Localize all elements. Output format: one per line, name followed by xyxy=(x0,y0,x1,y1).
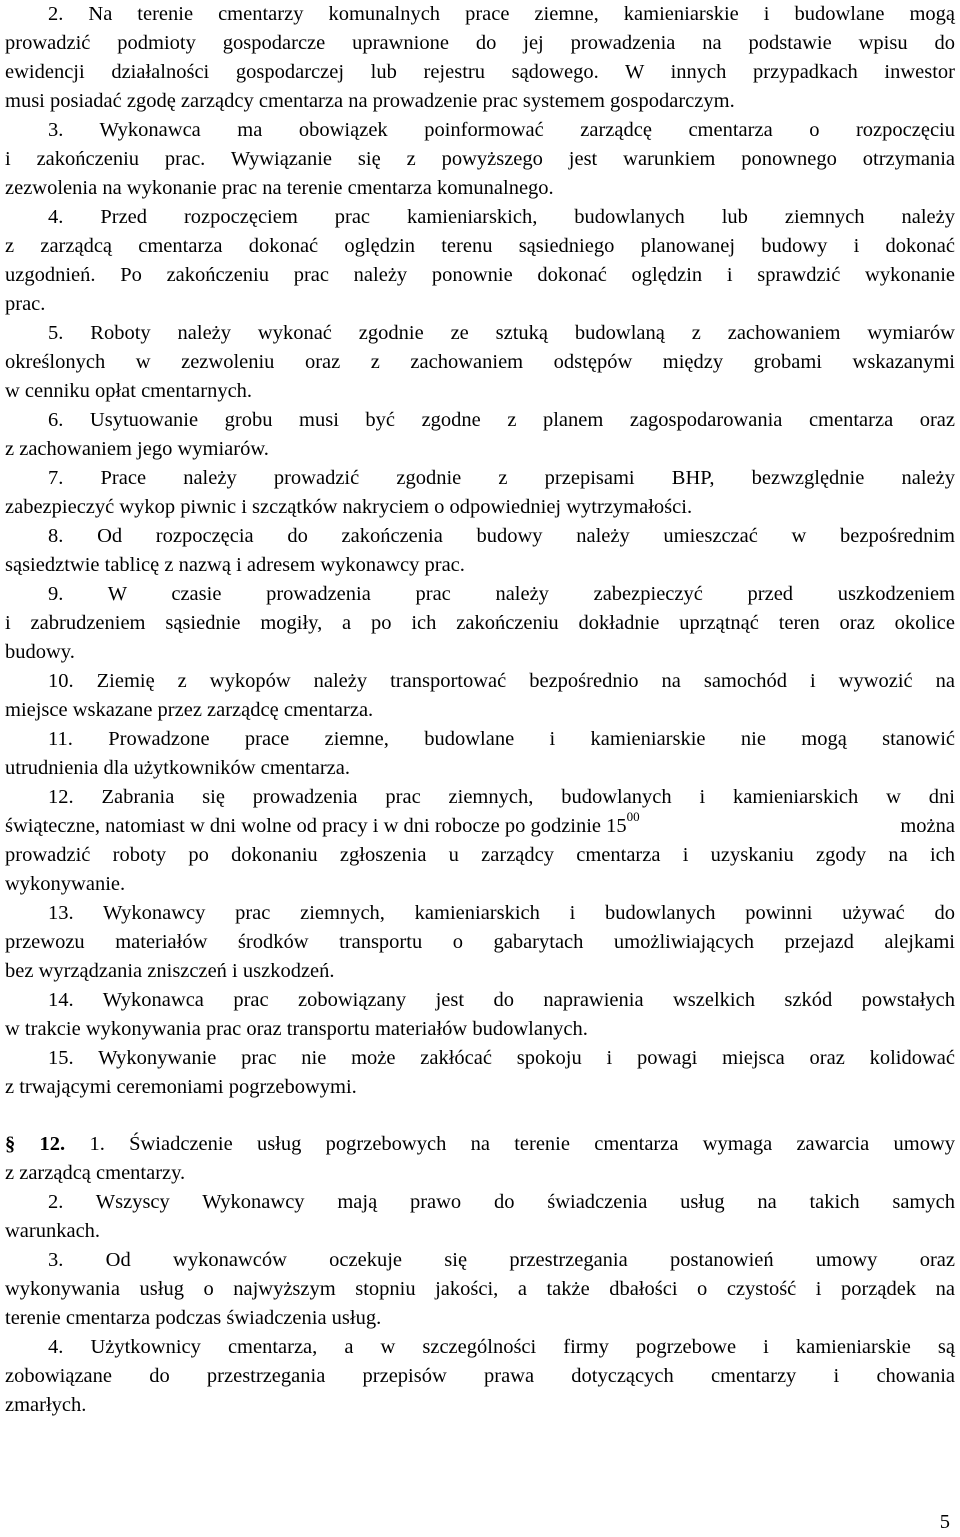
paragraph-text: przewozu materiałów środków transportu o gabarytach umożliwiających przejazd alejkami xyxy=(5,931,955,953)
paragraph-line xyxy=(5,174,955,203)
paragraph-line xyxy=(5,348,955,377)
paragraph-line xyxy=(5,928,955,957)
paragraph-line xyxy=(5,435,955,464)
paragraph-text: sąsiedztwie tablicę z nazwą i adresem wykonawcy prac. xyxy=(5,554,465,576)
section-item-text: zobowiązane do przestrzegania przepisów prawa dotyczących cmentarzy i chowania xyxy=(5,1365,955,1387)
paragraph-text: Ziemię z wykopów należy transportować bezpośrednio na samochód i wywozić na xyxy=(96,670,955,692)
paragraph-line xyxy=(5,638,955,667)
section-item-number: 1. xyxy=(89,1133,105,1155)
paragraph-text: wykonywanie. xyxy=(5,873,126,895)
paragraph-line xyxy=(48,464,955,493)
section-symbol: § xyxy=(5,1133,16,1155)
paragraph-line xyxy=(48,1044,955,1073)
paragraph-text: Roboty należy wykonać zgodnie ze sztuką budowlaną z zachowaniem wymiarów xyxy=(90,322,955,344)
paragraph-text: Wykonywanie prac nie może zakłócać spokoju i powagi miejsca oraz kolidować xyxy=(98,1047,955,1069)
paragraph-line xyxy=(5,261,955,290)
paragraph-number: 4. xyxy=(48,206,64,228)
paragraph-number: 6. xyxy=(48,409,64,431)
section-item-text: Od wykonawców oczekuje się przestrzegania postanowień umowy oraz xyxy=(105,1249,955,1271)
paragraph-text: Przed rozpoczęciem prac kamieniarskich, budowlanych lub ziemnych należy xyxy=(100,206,955,228)
hour-superscript: 00 xyxy=(626,809,640,825)
paragraph-text: prac. xyxy=(5,293,46,315)
paragraph-line xyxy=(5,377,955,406)
paragraph-line xyxy=(5,290,955,319)
section-item-text: Wszyscy Wykonawcy mają prawo do świadczenia usług na takich samych xyxy=(95,1191,955,1213)
section-line xyxy=(5,1217,955,1246)
paragraph-line xyxy=(5,87,955,116)
paragraph-text: Wykonawca prac zobowiązany jest do naprawienia wszelkich szkód powstałych xyxy=(102,989,955,1011)
paragraph-text: z zachowaniem jego wymiarów. xyxy=(5,438,269,460)
paragraph-text: określonych w zezwoleniu oraz z zachowaniem odstępów między grobami wskazanymi xyxy=(5,351,955,373)
paragraph-text: i zakończeniu prac. Wywiązanie się z powyższego jest warunkiem ponownego otrzymania xyxy=(5,148,955,170)
paragraph-text: ewidencji działalności gospodarczej lub rejestru sądowego. W innych przypadkach inwestor xyxy=(5,61,955,83)
paragraph-text: prowadzić roboty po dokonaniu zgłoszenia u zarządcy cmentarza i uzyskaniu zgody na ich xyxy=(5,844,955,866)
paragraph-line xyxy=(5,609,955,638)
paragraph-number: 7. xyxy=(48,467,64,489)
section-item-number: 3. xyxy=(48,1249,64,1271)
paragraph-text: budowy. xyxy=(5,641,75,663)
paragraph-line xyxy=(48,986,955,1015)
section-item-text: zmarłych. xyxy=(5,1394,87,1416)
paragraph-text-tail: można xyxy=(900,815,955,837)
paragraph-line xyxy=(48,783,955,812)
paragraph-line xyxy=(48,203,955,232)
paragraph-text: uzgodnień. Po zakończeniu prac należy ponownie dokonać oględzin i sprawdzić wykonanie xyxy=(5,264,955,286)
paragraph-line xyxy=(5,696,955,725)
paragraph-line xyxy=(5,1073,955,1102)
section-item-text: Użytkownicy cmentarza, a w szczególności firmy pogrzebowe i kamieniarskie są xyxy=(90,1336,955,1358)
paragraph-text: zezwolenia na wykonanie prac na terenie cmentarza komunalnego. xyxy=(5,177,554,199)
section-item-text: Świadczenie usług pogrzebowych na terenie cmentarza wymaga zawarcia umowy xyxy=(129,1133,956,1155)
paragraph-number: 3. xyxy=(48,119,64,141)
paragraph-line xyxy=(5,870,955,899)
paragraph-text: musi posiadać zgodę zarządcy cmentarza na prowadzenie prac systemem gospodarczym. xyxy=(5,90,735,112)
paragraph-text: Zabrania się prowadzenia prac ziemnych, budowlanych i kamieniarskich w dni xyxy=(101,786,955,808)
paragraph-text: miejsce wskazane przez zarządcę cmentarza. xyxy=(5,699,374,721)
section-line xyxy=(5,1362,955,1391)
section-line xyxy=(5,1159,955,1188)
paragraph-text: świąteczne, natomiast w dni wolne od pracy i w dni robocze po godzinie 15 xyxy=(5,815,627,837)
paragraph-line xyxy=(48,522,955,551)
section-item-text: warunkach. xyxy=(5,1220,101,1242)
paragraph-number: 15. xyxy=(48,1047,74,1069)
paragraph-line xyxy=(48,0,955,29)
paragraph-line xyxy=(5,1015,955,1044)
paragraph-text: Wykonawcy prac ziemnych, kamieniarskich i budowlanych powinni używać do xyxy=(103,902,955,924)
section-line xyxy=(5,1275,955,1304)
section-line xyxy=(5,1130,955,1159)
paragraph-number: 13. xyxy=(48,902,74,924)
paragraph-text: Od rozpoczęcia do zakończenia budowy należy umieszczać w bezpośrednim xyxy=(97,525,956,547)
paragraph-line xyxy=(48,580,955,609)
paragraph-line xyxy=(5,551,955,580)
paragraph-text: zabezpieczyć wykop piwnic i szczątków nakryciem o odpowiedniej wytrzymałości. xyxy=(5,496,693,518)
paragraph-number: 2. xyxy=(48,3,64,25)
paragraph-number: 14. xyxy=(48,989,74,1011)
paragraph-text: Na terenie cmentarzy komunalnych prace ziemne, kamieniarskie i budowlane mogą xyxy=(88,3,955,25)
section-item-text: wykonywania usług o najwyższym stopniu jakości, a także dbałości o czystość i porządek na xyxy=(5,1278,955,1300)
section-line xyxy=(48,1333,955,1362)
paragraph-line xyxy=(5,809,955,841)
paragraph-line xyxy=(5,493,955,522)
hour-wrap xyxy=(5,809,640,841)
paragraph-line xyxy=(48,319,955,348)
paragraph-number: 5. xyxy=(48,322,64,344)
paragraph-text: Usytuowanie grobu musi być zgodne z planem zagospodarowania cmentarza oraz xyxy=(89,409,955,431)
paragraph-text: w cenniku opłat cmentarnych. xyxy=(5,380,253,402)
paragraph-line xyxy=(48,406,955,435)
paragraph-text: bez wyrządzania zniszczeń i uszkodzeń. xyxy=(5,960,335,982)
paragraph-number: 11. xyxy=(48,728,73,750)
section-item-text: terenie cmentarza podczas świadczenia usług. xyxy=(5,1307,382,1329)
paragraph-line xyxy=(5,29,955,58)
paragraph-line xyxy=(5,232,955,261)
paragraph-text: W czasie prowadzenia prac należy zabezpieczyć przed uszkodzeniem xyxy=(107,583,955,605)
paragraph-number: 9. xyxy=(48,583,64,605)
paragraph-text: z zarządcą cmentarza dokonać oględzin terenu sąsiedniego planowanej budowy i dokonać xyxy=(5,235,955,257)
paragraph-line xyxy=(5,841,955,870)
paragraph-text: Prowadzone prace ziemne, budowlane i kamieniarskie nie mogą stanowić xyxy=(108,728,955,750)
paragraph-line xyxy=(5,754,955,783)
section-line xyxy=(5,1304,955,1333)
paragraph-text: w trakcie wykonywania prac oraz transportu materiałów budowlanych. xyxy=(5,1018,588,1040)
paragraph-number: 8. xyxy=(48,525,64,547)
paragraph-line xyxy=(48,116,955,145)
paragraph-line xyxy=(48,899,955,928)
paragraph-text: z trwającymi ceremoniami pogrzebowymi. xyxy=(5,1076,357,1098)
paragraph-line xyxy=(5,957,955,986)
paragraph-text: Prace należy prowadzić zgodnie z przepisami BHP, bezwzględnie należy xyxy=(100,467,956,489)
page-number: 5 xyxy=(939,1511,950,1533)
paragraph-text: utrudnienia dla użytkowników cmentarza. xyxy=(5,757,350,779)
paragraph-text: prowadzić podmioty gospodarcze uprawnione do jej prowadzenia na podstawie wpisu do xyxy=(5,32,955,54)
paragraph-line xyxy=(5,145,955,174)
paragraph-line xyxy=(5,58,955,87)
section-number: 12. xyxy=(39,1133,66,1155)
section-item-number: 4. xyxy=(48,1336,64,1358)
paragraph-text: i zabrudzeniem sąsiednie mogiły, a po ich zakończeniu dokładnie uprzątnąć teren oraz okolice xyxy=(5,612,955,634)
section-line xyxy=(48,1246,955,1275)
section-line xyxy=(5,1391,955,1420)
paragraph-line xyxy=(48,725,955,754)
section-line xyxy=(48,1188,955,1217)
paragraph-number: 10. xyxy=(48,670,74,692)
paragraph-text: Wykonawca ma obowiązek poinformować zarządcę cmentarza o rozpoczęciu xyxy=(99,119,955,141)
section-item-text: z zarządcą cmentarzy. xyxy=(5,1162,186,1184)
paragraph-line xyxy=(48,667,955,696)
paragraph-number: 12. xyxy=(48,786,74,808)
section-item-number: 2. xyxy=(48,1191,64,1213)
